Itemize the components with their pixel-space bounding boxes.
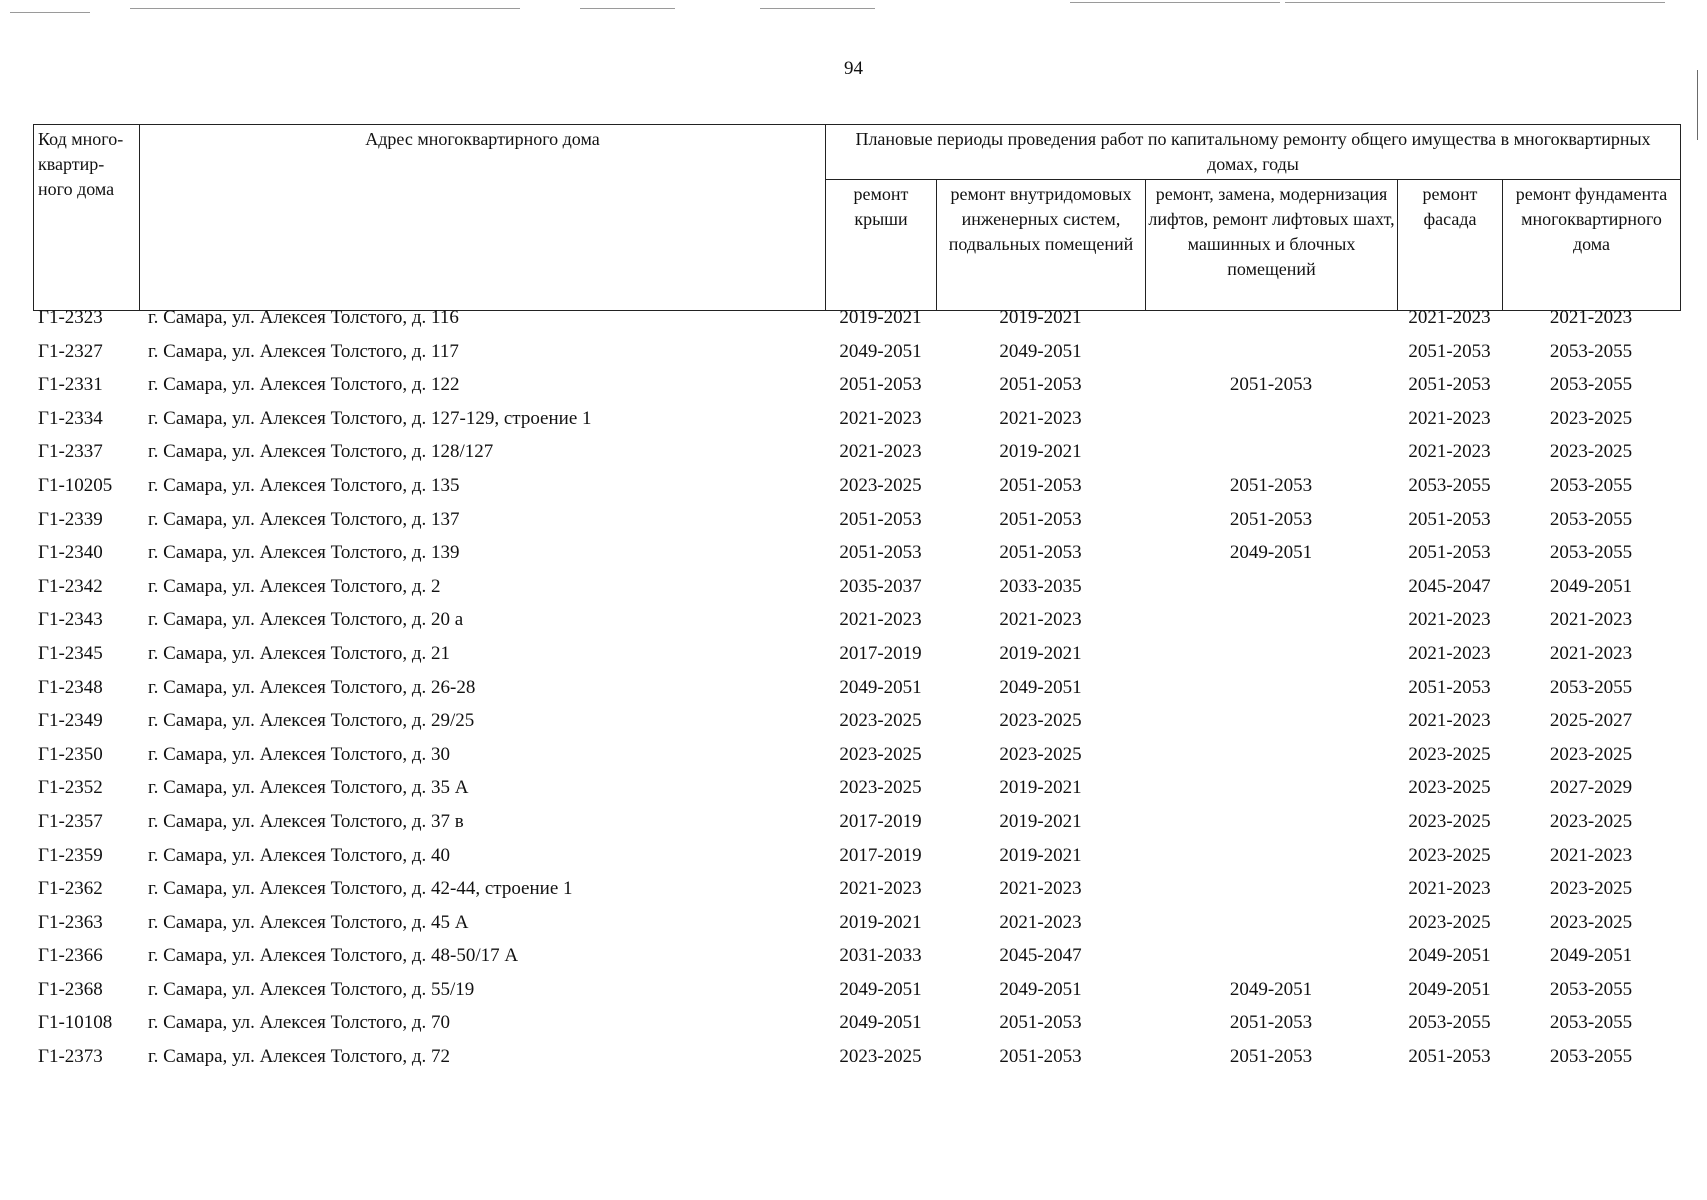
column-header-code: Код много-квартир-ного дома <box>34 125 140 311</box>
table-row <box>33 1045 1680 1079</box>
cell-code: Г1-2334 <box>38 407 103 429</box>
cell-facade: 2021-2023 <box>1408 407 1491 429</box>
cell-foundation: 2053-2055 <box>1549 978 1633 1000</box>
cell-foundation: 2023-2025 <box>1549 743 1633 765</box>
cell-facade: 2051-2053 <box>1408 542 1491 564</box>
cell-roof: 2023-2025 <box>839 743 922 765</box>
cell-roof: 2021-2023 <box>839 441 922 463</box>
scan-artifact-edge <box>1697 70 1698 140</box>
table-row <box>33 642 1680 676</box>
cell-code: Г1-10108 <box>38 1012 113 1034</box>
cell-facade: 2053-2055 <box>1408 474 1491 496</box>
table-row <box>33 306 1680 340</box>
table-row <box>33 743 1680 777</box>
cell-lifts: 2051-2053 <box>1229 1046 1313 1068</box>
cell-code: Г1-2348 <box>38 676 103 698</box>
table-row <box>33 844 1680 878</box>
cell-engineering: 2023-2025 <box>999 743 1082 765</box>
cell-roof: 2021-2023 <box>839 407 922 429</box>
cell-address: г. Самара, ул. Алексея Толстого, д. 72 <box>148 1046 451 1068</box>
cell-roof: 2021-2023 <box>839 878 922 900</box>
cell-code: Г1-2349 <box>38 710 103 732</box>
table-row <box>33 1011 1680 1045</box>
cell-engineering: 2051-2053 <box>999 508 1082 530</box>
cell-engineering: 2051-2053 <box>999 1046 1082 1068</box>
cell-engineering: 2051-2053 <box>999 474 1082 496</box>
cell-engineering: 2021-2023 <box>999 609 1082 631</box>
scan-artifact-line <box>580 8 675 9</box>
cell-address: г. Самара, ул. Алексея Толстого, д. 127-129, строение 1 <box>148 407 592 429</box>
cell-code: Г1-2362 <box>38 878 103 900</box>
cell-address: г. Самара, ул. Алексея Толстого, д. 70 <box>148 1012 451 1034</box>
cell-code: Г1-2323 <box>38 307 103 328</box>
cell-lifts: 2051-2053 <box>1229 508 1313 530</box>
cell-address: г. Самара, ул. Алексея Толстого, д. 135 <box>148 474 460 496</box>
cell-code: Г1-2373 <box>38 1046 103 1068</box>
scan-artifact-line <box>1285 2 1665 3</box>
cell-address: г. Самара, ул. Алексея Толстого, д. 139 <box>148 542 460 564</box>
cell-engineering: 2021-2023 <box>999 407 1082 429</box>
cell-facade: 2023-2025 <box>1408 911 1491 933</box>
cell-foundation: 2021-2023 <box>1549 642 1633 664</box>
column-header-facade: ремонт фасада <box>1398 180 1503 311</box>
cell-facade: 2045-2047 <box>1408 575 1491 597</box>
cell-roof: 2031-2033 <box>839 945 922 967</box>
cell-engineering: 2019-2021 <box>999 441 1082 463</box>
cell-code: Г1-2340 <box>38 542 103 564</box>
cell-foundation: 2023-2025 <box>1549 878 1633 900</box>
cell-foundation: 2021-2023 <box>1549 307 1633 328</box>
cell-facade: 2021-2023 <box>1408 307 1491 328</box>
table-row <box>33 474 1680 508</box>
cell-facade: 2051-2053 <box>1408 676 1491 698</box>
cell-code: Г1-2331 <box>38 374 103 396</box>
table-row <box>33 944 1680 978</box>
cell-code: Г1-2342 <box>38 575 103 597</box>
cell-address: г. Самара, ул. Алексея Толстого, д. 20 а <box>148 609 464 631</box>
cell-code: Г1-2359 <box>38 844 103 866</box>
cell-engineering: 2023-2025 <box>999 710 1082 732</box>
cell-facade: 2021-2023 <box>1408 642 1491 664</box>
cell-engineering: 2049-2051 <box>999 340 1082 362</box>
cell-foundation: 2021-2023 <box>1549 844 1633 866</box>
cell-address: г. Самара, ул. Алексея Толстого, д. 48-50/17 А <box>148 945 519 967</box>
cell-code: Г1-2368 <box>38 978 103 1000</box>
cell-facade: 2023-2025 <box>1408 810 1491 832</box>
cell-facade: 2021-2023 <box>1408 878 1491 900</box>
table-row <box>33 911 1680 945</box>
cell-code: Г1-2339 <box>38 508 103 530</box>
cell-foundation: 2053-2055 <box>1549 1012 1633 1034</box>
table-row <box>33 541 1680 575</box>
cell-engineering: 2021-2023 <box>999 878 1082 900</box>
cell-facade: 2023-2025 <box>1408 743 1491 765</box>
cell-facade: 2023-2025 <box>1408 777 1491 799</box>
cell-code: Г1-2337 <box>38 441 103 463</box>
cell-foundation: 2023-2025 <box>1549 911 1633 933</box>
cell-address: г. Самара, ул. Алексея Толстого, д. 122 <box>148 374 460 396</box>
cell-foundation: 2053-2055 <box>1549 1046 1633 1068</box>
cell-code: Г1-2350 <box>38 743 103 765</box>
column-header-engineering: ремонт внутридомовых инженерных систем, подвальных помещений <box>937 180 1146 311</box>
cell-foundation: 2053-2055 <box>1549 508 1633 530</box>
table-row <box>33 978 1680 1012</box>
cell-roof: 2051-2053 <box>839 542 922 564</box>
column-group-header-periods: Плановые периоды проведения работ по капитальному ремонту общего имущества в многоквартирных домах, годы <box>826 125 1681 180</box>
cell-code: Г1-2345 <box>38 642 103 664</box>
cell-facade: 2021-2023 <box>1408 441 1491 463</box>
cell-address: г. Самара, ул. Алексея Толстого, д. 128/127 <box>148 441 494 463</box>
cell-address: г. Самара, ул. Алексея Толстого, д. 21 <box>148 642 451 664</box>
table-row <box>33 676 1680 710</box>
cell-foundation: 2053-2055 <box>1549 542 1633 564</box>
cell-code: Г1-2327 <box>38 340 103 362</box>
cell-address: г. Самара, ул. Алексея Толстого, д. 117 <box>148 340 459 362</box>
cell-foundation: 2021-2023 <box>1549 609 1633 631</box>
cell-address: г. Самара, ул. Алексея Толстого, д. 45 А <box>148 911 469 933</box>
cell-address: г. Самара, ул. Алексея Толстого, д. 42-44, строение 1 <box>148 878 573 900</box>
table-row <box>33 877 1680 911</box>
cell-lifts: 2051-2053 <box>1229 474 1313 496</box>
cell-facade: 2051-2053 <box>1408 508 1491 530</box>
cell-address: г. Самара, ул. Алексея Толстого, д. 35 А <box>148 777 469 799</box>
cell-code: Г1-2366 <box>38 945 103 967</box>
cell-facade: 2051-2053 <box>1408 1046 1491 1068</box>
cell-code: Г1-2357 <box>38 810 103 832</box>
cell-roof: 2019-2021 <box>839 911 922 933</box>
table-row <box>33 575 1680 609</box>
cell-facade: 2051-2053 <box>1408 374 1491 396</box>
cell-engineering: 2051-2053 <box>999 1012 1082 1034</box>
cell-roof: 2023-2025 <box>839 474 922 496</box>
column-header-lifts: ремонт, замена, модернизация лифтов, ремонт лифтовых шахт, машинных и блочных помещений <box>1146 180 1398 311</box>
cell-engineering: 2019-2021 <box>999 307 1082 328</box>
cell-engineering: 2051-2053 <box>999 542 1082 564</box>
cell-roof: 2049-2051 <box>839 978 922 1000</box>
table-body <box>33 306 1680 1079</box>
cell-roof: 2023-2025 <box>839 1046 922 1068</box>
table-row <box>33 508 1680 542</box>
cell-address: г. Самара, ул. Алексея Толстого, д. 29/25 <box>148 710 475 732</box>
cell-engineering: 2019-2021 <box>999 642 1082 664</box>
cell-facade: 2049-2051 <box>1408 945 1491 967</box>
cell-roof: 2021-2023 <box>839 609 922 631</box>
cell-roof: 2049-2051 <box>839 676 922 698</box>
cell-facade: 2053-2055 <box>1408 1012 1491 1034</box>
cell-roof: 2049-2051 <box>839 1012 922 1034</box>
cell-foundation: 2023-2025 <box>1549 441 1633 463</box>
cell-lifts: 2049-2051 <box>1229 542 1313 564</box>
cell-code: Г1-2352 <box>38 777 103 799</box>
cell-engineering: 2049-2051 <box>999 978 1082 1000</box>
page-number: 94 <box>844 58 863 79</box>
cell-roof: 2051-2053 <box>839 508 922 530</box>
cell-foundation: 2049-2051 <box>1549 575 1633 597</box>
table-row <box>33 608 1680 642</box>
cell-foundation: 2053-2055 <box>1549 374 1633 396</box>
cell-lifts: 2049-2051 <box>1229 978 1313 1000</box>
cell-roof: 2019-2021 <box>839 307 922 328</box>
cell-engineering: 2019-2021 <box>999 810 1082 832</box>
cell-foundation: 2027-2029 <box>1549 777 1633 799</box>
table-row <box>33 340 1680 374</box>
cell-engineering: 2051-2053 <box>999 374 1082 396</box>
cell-address: г. Самара, ул. Алексея Толстого, д. 40 <box>148 844 451 866</box>
scan-artifact-line <box>760 8 875 9</box>
cell-engineering: 2019-2021 <box>999 777 1082 799</box>
cell-code: Г1-10205 <box>38 474 113 496</box>
cell-foundation: 2053-2055 <box>1549 676 1633 698</box>
cell-roof: 2049-2051 <box>839 340 922 362</box>
cell-foundation: 2025-2027 <box>1549 710 1633 732</box>
scan-artifact-line <box>10 12 90 13</box>
cell-code: Г1-2343 <box>38 609 103 631</box>
cell-engineering: 2049-2051 <box>999 676 1082 698</box>
cell-roof: 2017-2019 <box>839 642 922 664</box>
scan-artifact-line <box>130 8 520 9</box>
table-row <box>33 776 1680 810</box>
cell-address: г. Самара, ул. Алексея Толстого, д. 26-28 <box>148 676 476 698</box>
table-row <box>33 709 1680 743</box>
cell-facade: 2021-2023 <box>1408 609 1491 631</box>
cell-address: г. Самара, ул. Алексея Толстого, д. 30 <box>148 743 451 765</box>
cell-engineering: 2019-2021 <box>999 844 1082 866</box>
cell-roof: 2051-2053 <box>839 374 922 396</box>
table-header <box>33 124 1681 311</box>
cell-foundation: 2023-2025 <box>1549 810 1633 832</box>
cell-address: г. Самара, ул. Алексея Толстого, д. 116 <box>148 307 459 328</box>
cell-foundation: 2053-2055 <box>1549 340 1633 362</box>
table-row <box>33 810 1680 844</box>
cell-roof: 2035-2037 <box>839 575 922 597</box>
cell-roof: 2023-2025 <box>839 710 922 732</box>
cell-facade: 2023-2025 <box>1408 844 1491 866</box>
column-header-address: Адрес многоквартирного дома <box>140 125 826 311</box>
cell-lifts: 2051-2053 <box>1229 374 1313 396</box>
cell-facade: 2049-2051 <box>1408 978 1491 1000</box>
cell-engineering: 2021-2023 <box>999 911 1082 933</box>
table-row <box>33 407 1680 441</box>
cell-address: г. Самара, ул. Алексея Толстого, д. 37 в <box>148 810 464 832</box>
cell-facade: 2021-2023 <box>1408 710 1491 732</box>
column-header-foundation: ремонт фундамента многоквартирного дома <box>1503 180 1681 311</box>
cell-lifts: 2051-2053 <box>1229 1012 1313 1034</box>
column-header-roof: ремонт крыши <box>826 180 937 311</box>
cell-engineering: 2033-2035 <box>999 575 1082 597</box>
cell-code: Г1-2363 <box>38 911 103 933</box>
cell-address: г. Самара, ул. Алексея Толстого, д. 137 <box>148 508 460 530</box>
table-row <box>33 440 1680 474</box>
cell-facade: 2051-2053 <box>1408 340 1491 362</box>
cell-roof: 2017-2019 <box>839 844 922 866</box>
cell-foundation: 2049-2051 <box>1549 945 1633 967</box>
cell-address: г. Самара, ул. Алексея Толстого, д. 55/19 <box>148 978 475 1000</box>
cell-roof: 2023-2025 <box>839 777 922 799</box>
cell-foundation: 2023-2025 <box>1549 407 1633 429</box>
cell-roof: 2017-2019 <box>839 810 922 832</box>
scan-artifact-line <box>1070 2 1280 3</box>
cell-foundation: 2053-2055 <box>1549 474 1633 496</box>
cell-engineering: 2045-2047 <box>999 945 1082 967</box>
cell-address: г. Самара, ул. Алексея Толстого, д. 2 <box>148 575 441 597</box>
table-row <box>33 373 1680 407</box>
